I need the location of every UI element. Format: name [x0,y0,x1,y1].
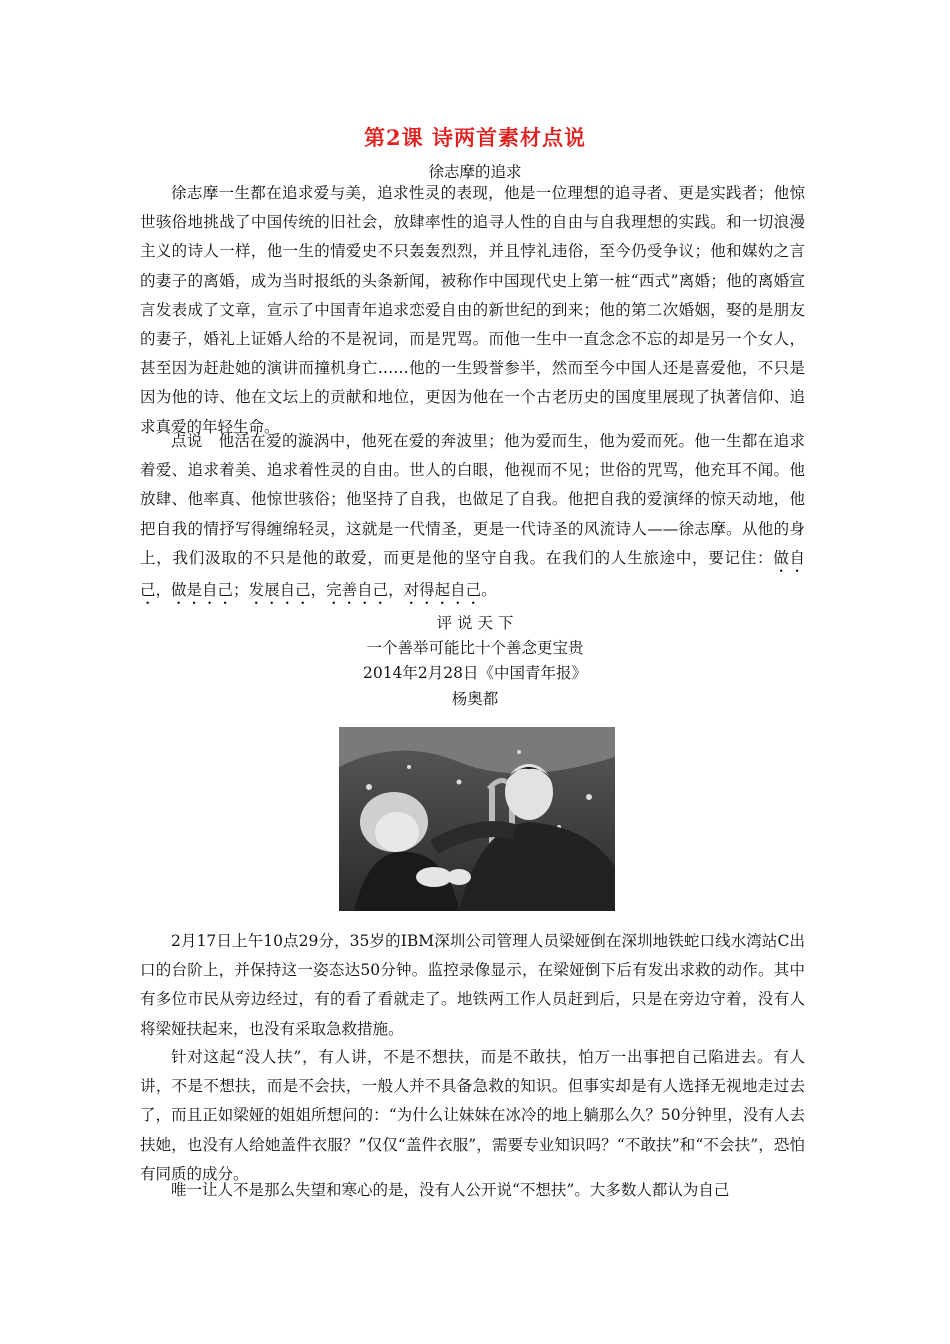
article-headline: 一个善举可能比十个善念更宝贵 [366,639,584,657]
photo-illustration [339,727,615,911]
page-title: 第2课 诗两首素材点说 [364,125,586,150]
emphasis-1: 做自己 [140,548,805,599]
comment-paragraph [140,427,805,608]
sep: ， [310,580,327,599]
article-paragraph-1: 2月17日上午10点29分，35岁的IBM深圳公司管理人员梁娅倒在深圳地铁蛇口线水湾站C出口的台阶上，并保持这一姿态达50分钟。监控录像显示，在梁娅倒下后有发出求救的动作。其中有多位市民从旁边经过，有的看了看就走了。地铁两工作人员赶到后，只是在旁边守着，没有人将梁娅扶起来，也没有采取急救措施。 [140,932,805,1038]
sep: ， [155,580,172,599]
emphasis-3: 发展自己 [248,580,311,599]
article-author: 杨奥都 [451,690,499,708]
body-paragraph-xu: 徐志摩一生都在追求爱与美，追求性灵的表现，他是一位理想的追寻者、更是实践者；他惊世骇俗地挑战了中国传统的旧社会，放肆率性的追寻人性的自由与自我理想的实践。和一切浪漫主义的诗人一样，他一生的情爱史不只轰轰烈烈，并且悖礼违俗，至今仍受争议；他和媒妁之言的妻子的离婚，成为当时报纸的头条新闻，被称作中国现代史上第一桩“西式”离婚；他的离婚宣言发表成了文章，宣示了中国青年追求恋爱自由的新世纪的到来；他的第二次婚姻，娶的是朋友的妻子，婚礼上证婚人给的不是祝词，而是咒骂。而他一生中一直念念不忘的却是另一个女人，甚至因为赶赴她的演讲而撞机身亡……他的一生毁誉参半，然而至今中国人还是喜爱他，不只是因为他的诗、他在文坛上的贡献和地位，更因为他在一个古老历史的国度里展现了执著信仰、追求真爱的年轻生命。 [140,184,805,436]
article-paragraph-2: 针对这起“没人扶”，有人讲，不是不想扶，而是不敢扶，怕万一出事把自己陷进去。有人讲，不是不想扶，而是不会扶，一般人并不具备急救的知识。但事实却是有人选择无视地走过去了，而且正如梁娅的姐姐所想问的：“为什么让妹妹在冰冷的地上躺那么久？50分钟里，没有人去扶她，也没有人给她盖件衣服？”仅仅“盖件衣服”，需要专业知识吗？“不敢扶”和“不会扶”，恐怕有同质的成分。 [140,1048,805,1183]
emphasis-4: 完善自己 [326,580,389,599]
sep: 。 [481,580,497,599]
emphasis-5: 对得起自己 [403,580,482,599]
comment-text: 点说 他活在爱的漩涡中，他死在爱的奔波里；他为爱而生，他为爱而死。他一生都在追求着爱、追求着美、追求着性灵的自由。世人的白眼，他视而不见；世俗的咒骂，他充耳不闻。他放肆、他率真、他惊世骇俗；他坚持了自我，也做足了自我。他把自我的爱演绎的惊天动地，他把自我的情抒写得缠绵轻灵，这就是一代情圣，更是一代诗圣的风流诗人——徐志摩。从他的身上，我们汲取的不只是他的敢爱，而更是他的坚守自我。在我们的人生旅途中，要记住： [140,432,805,567]
news-photo [339,727,615,911]
article-source: 2014年2月28日《中国青年报》 [362,664,588,682]
sep: ； [233,580,249,599]
article-paragraph-3: 唯一让人不是那么失望和寒心的是，没有人公开说“不想扶”。大多数人都认为自己 [171,1181,730,1199]
emphasis-2: 做是自己 [171,580,234,599]
sep: ， [388,580,404,599]
section-heading: 徐志摩的追求 [428,163,522,181]
column-name: 评 说 天 下 [436,614,514,632]
